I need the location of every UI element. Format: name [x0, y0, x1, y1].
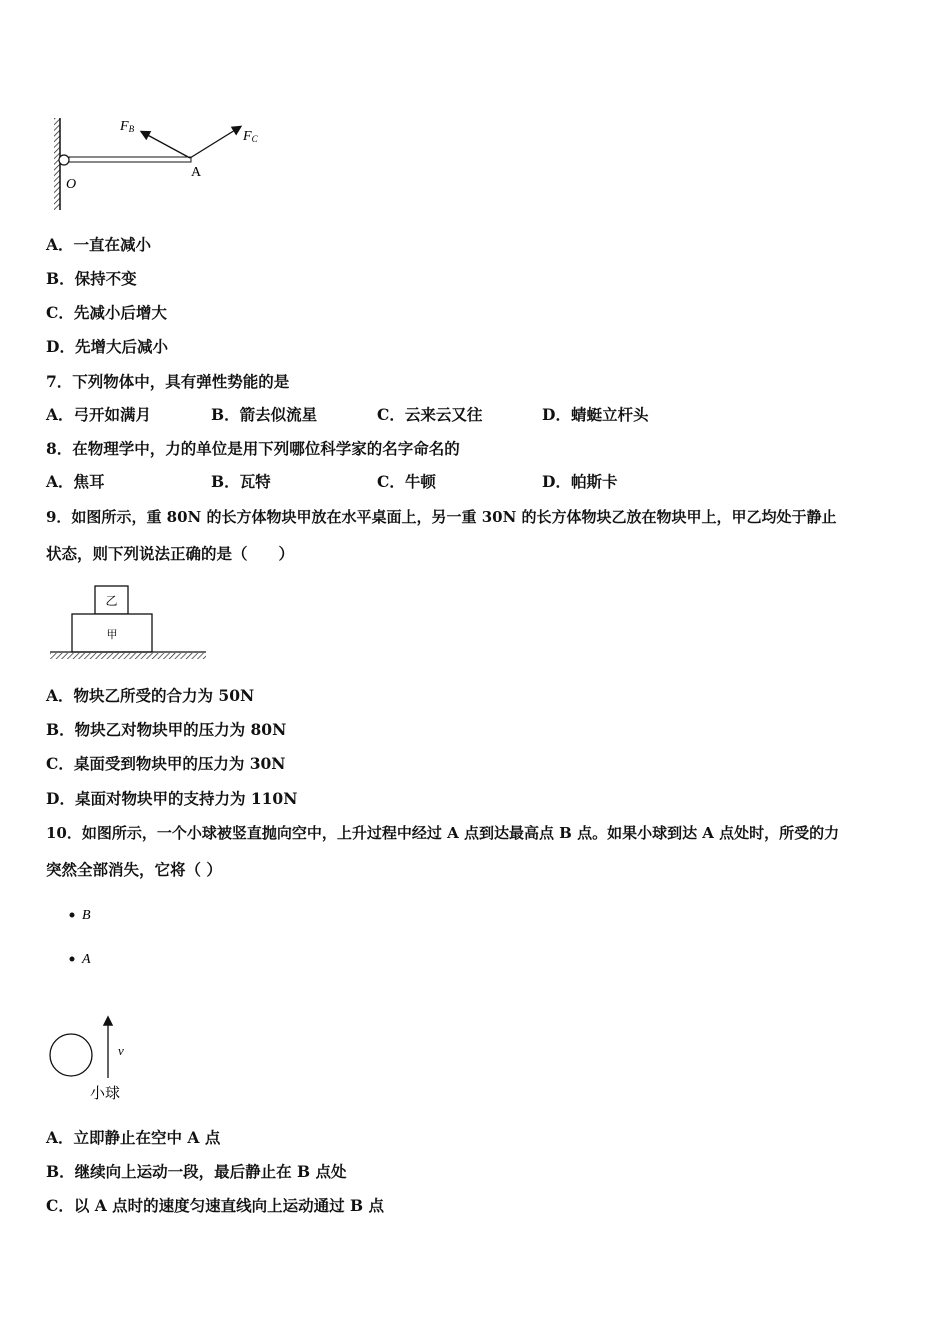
- q7-option-c[interactable]: C．云来云又往: [377, 405, 483, 424]
- q10-option-c[interactable]: C．以 A 点时的速度匀速直线向上运动通过 B 点: [46, 1196, 385, 1215]
- point-b-label: B: [82, 908, 91, 923]
- velocity-label: v: [118, 1043, 124, 1058]
- q9-option-c[interactable]: C．桌面受到物块甲的压力为 30N: [46, 754, 286, 773]
- q7-option-b[interactable]: B．箭去似流星: [211, 405, 318, 424]
- wall: [54, 118, 60, 210]
- q10-option-a[interactable]: A．立即静止在空中 A 点: [46, 1128, 221, 1147]
- force-fc-arrow: [190, 127, 240, 158]
- pivot-o: [59, 155, 69, 165]
- q10-stem-line1: 10．如图所示，一个小球被竖直抛向空中，上升过程中经过 A 点到达最高点 B 点。如果小球到达 A 点处时，所受的力: [46, 824, 840, 842]
- q7-option-a[interactable]: A．弓开如满月: [46, 405, 152, 424]
- lever-force-diagram: [40, 110, 280, 215]
- point-a-label: A: [82, 952, 91, 967]
- ball-throw-diagram: [40, 898, 160, 1108]
- label-a: A: [191, 165, 202, 180]
- q10-option-b[interactable]: B．继续向上运动一段，最后静止在 B 点处: [46, 1162, 347, 1181]
- q6-option-d[interactable]: D．先增大后减小: [46, 337, 168, 356]
- block-jia-label: 甲: [106, 629, 118, 641]
- stacked-blocks-diagram: [44, 580, 214, 665]
- q10-stem-line2: 突然全部消失，它将（ ）: [46, 860, 222, 879]
- q6-option-c[interactable]: C．先减小后增大: [46, 303, 167, 322]
- q9-stem-line1: 9．如图所示，重 80N 的长方体物块甲放在水平桌面上，另一重 30N 的长方体物块乙放在物块甲上，甲乙均处于静止: [46, 508, 837, 526]
- q8-option-d[interactable]: D．帕斯卡: [542, 472, 618, 491]
- q9-stem-line2: 状态，则下列说法正确的是（ ）: [46, 544, 295, 563]
- q6-option-b[interactable]: B．保持不变: [46, 269, 137, 288]
- point-b-dot: [70, 913, 75, 918]
- block-yi-label: 乙: [105, 594, 118, 608]
- table-hatch: [50, 653, 206, 659]
- label-o: O: [66, 177, 77, 192]
- ball: [50, 1034, 92, 1076]
- q9-option-b[interactable]: B．物块乙对物块甲的压力为 80N: [46, 720, 287, 739]
- q7-stem: 7．下列物体中，具有弹性势能的是: [46, 372, 290, 391]
- label-fb: FB: [120, 119, 135, 134]
- q8-option-a[interactable]: A．焦耳: [46, 472, 105, 491]
- q6-option-a[interactable]: A．一直在减小: [46, 235, 152, 254]
- q9-option-d[interactable]: D．桌面对物块甲的支持力为 110N: [46, 789, 298, 808]
- q7-option-d[interactable]: D．蜻蜓立杆头: [542, 405, 649, 424]
- q8-option-b[interactable]: B．瓦特: [211, 472, 271, 491]
- ball-label: 小球: [90, 1084, 121, 1102]
- lever-rod: [69, 157, 191, 162]
- label-fc: FC: [243, 129, 258, 144]
- q8-option-c[interactable]: C．牛顿: [377, 472, 436, 491]
- point-a-dot: [70, 957, 75, 962]
- q9-option-a[interactable]: A．物块乙所受的合力为 50N: [46, 686, 255, 705]
- force-fb-arrow: [142, 132, 190, 158]
- q8-stem: 8．在物理学中，力的单位是用下列哪位科学家的名字命名的: [46, 439, 460, 458]
